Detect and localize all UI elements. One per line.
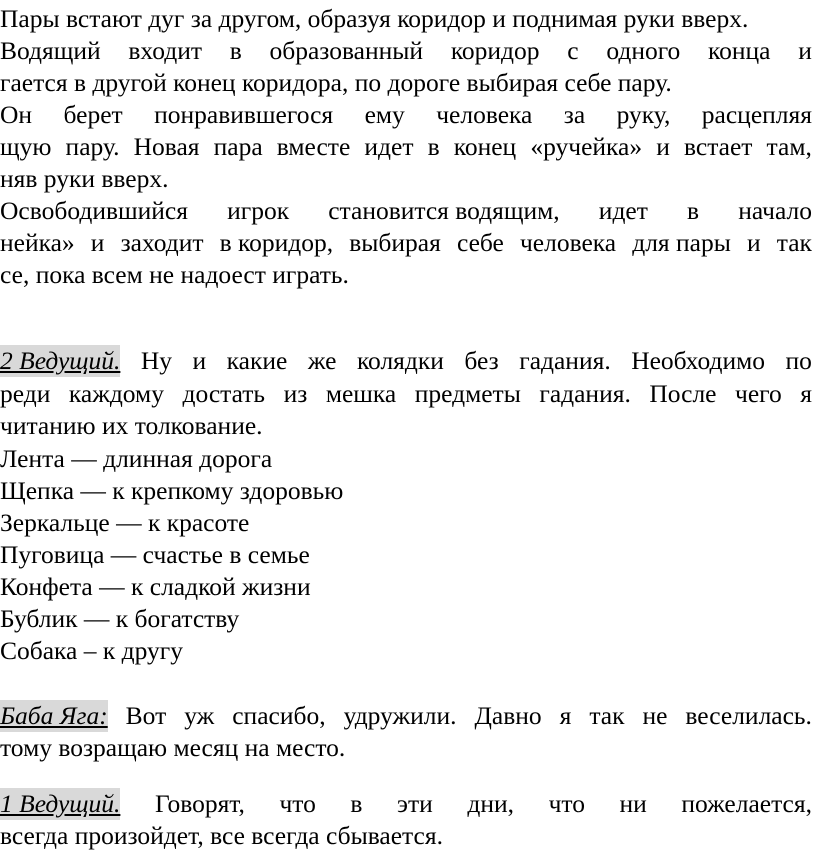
baba-line-2: тому возращаю месяц на место.: [0, 733, 346, 762]
word: гадания.: [519, 346, 611, 375]
divination-item: Зеркальце — к красоте: [0, 508, 250, 537]
divination-item: Конфета — к сладкой жизни: [0, 572, 311, 601]
word: идет: [364, 132, 414, 161]
word: одного: [606, 36, 681, 65]
word: там,: [766, 132, 812, 161]
word: колядки: [356, 346, 444, 375]
word: какие: [226, 346, 288, 375]
divination-item: Бублик — к богатству: [0, 604, 240, 633]
word: Он: [0, 100, 33, 129]
para1-line-2: [0, 35, 812, 67]
lead1-line-2: всегда произойдет, все всегда сбывается.: [0, 821, 443, 850]
word: веселилась.: [685, 701, 812, 730]
para1-line-9: се, пока всем не надоест играть.: [0, 260, 349, 289]
word: конец: [453, 132, 517, 161]
word: удружили.: [343, 701, 457, 730]
word: пара: [213, 132, 263, 161]
word: чего: [735, 379, 782, 408]
word: пожелается,: [681, 789, 812, 818]
word: за: [563, 100, 586, 129]
word: пару.: [65, 132, 120, 161]
word: становится водящим,: [328, 196, 560, 225]
word: уж: [184, 701, 215, 730]
word: Вот: [125, 701, 167, 730]
baba-line-1: [0, 700, 812, 732]
word: и: [747, 228, 761, 257]
word: выбирая: [349, 228, 441, 257]
para1-line-8: [0, 227, 812, 259]
word: каждому: [68, 379, 164, 408]
word: Водящий: [0, 36, 101, 65]
word: из: [283, 379, 308, 408]
word: Необходимо: [631, 346, 765, 375]
word: человека: [436, 100, 533, 129]
word: руку,: [616, 100, 671, 129]
word: и: [798, 36, 812, 65]
word: понравившегося: [154, 100, 334, 129]
divination-item: Щепка — к крепкому здоровью: [0, 476, 344, 505]
word: я: [559, 701, 572, 730]
word: и: [90, 228, 105, 257]
word: с: [567, 36, 579, 65]
word: гадания.: [539, 379, 631, 408]
word: так: [589, 701, 625, 730]
word: дни,: [467, 789, 514, 818]
word: без: [464, 346, 499, 375]
word: человека: [519, 228, 617, 257]
word: щую: [0, 132, 52, 161]
lead2-line-2: [0, 378, 812, 410]
word: в: [687, 196, 700, 225]
word: коридор: [450, 36, 540, 65]
word: вместе: [276, 132, 351, 161]
word: начало: [738, 196, 812, 225]
para1-line-7: [0, 195, 812, 227]
para1-line-1: Пары встают дуг за другом, образуя коридор и поднимая руки вверх.: [0, 4, 749, 33]
word: заходит: [120, 228, 204, 257]
word: нейка»: [0, 228, 75, 257]
para1-line-3: гается в другой конец коридора, по дороге выбирая себе пару.: [0, 68, 672, 97]
lead2-line-1: [0, 345, 812, 377]
word: достать: [182, 379, 266, 408]
para1-line-5: [0, 131, 812, 163]
lead2-line-3: читанию их толкование.: [0, 411, 263, 440]
word: эти: [397, 789, 433, 818]
word: идет: [598, 196, 648, 225]
word: спасибо,: [232, 701, 326, 730]
word: в: [350, 789, 363, 818]
word: в коридор,: [219, 228, 334, 257]
word: в: [427, 132, 440, 161]
word: образованный: [269, 36, 424, 65]
word: себе: [456, 228, 504, 257]
word: что: [548, 789, 585, 818]
divination-item: Лента — длинная дорога: [0, 444, 273, 473]
word: в: [229, 36, 242, 65]
word: Новая: [133, 132, 200, 161]
para1-line-4: [0, 99, 812, 131]
speaker-lead-2: 2 Ведущий.: [0, 346, 121, 375]
word: мешка: [325, 379, 397, 408]
speaker-baba-yaga: Баба Яга:: [0, 701, 108, 730]
word: не: [642, 701, 668, 730]
word: берет: [63, 100, 123, 129]
divination-item: Пуговица — счастье в семье: [0, 540, 310, 569]
word: и: [192, 346, 207, 375]
word: После: [649, 379, 717, 408]
word: «ручейка»: [530, 132, 643, 161]
word: реди: [0, 379, 51, 408]
word: по: [785, 346, 812, 375]
word: конца: [708, 36, 771, 65]
word: ни: [619, 789, 647, 818]
word: же: [307, 346, 337, 375]
word: для пары: [632, 228, 731, 257]
word: ему: [364, 100, 405, 129]
word: что: [279, 789, 316, 818]
word: Освободившийся: [0, 196, 188, 225]
lead1-line-1: [0, 788, 812, 820]
word: так: [776, 228, 812, 257]
word: входит: [128, 36, 202, 65]
word: встает: [683, 132, 753, 161]
word: расцепляя: [701, 100, 812, 129]
word: и: [656, 132, 670, 161]
para1-line-6: няв руки вверх.: [0, 164, 169, 193]
speaker-lead-1: 1 Ведущий.: [0, 789, 121, 818]
word: я: [800, 379, 812, 408]
word: предметы: [414, 379, 521, 408]
word: игрок: [227, 196, 290, 225]
divination-item: Собака – к другу: [0, 636, 183, 665]
word: Давно: [474, 701, 542, 730]
word: Ну: [140, 346, 173, 375]
word: Говорят,: [154, 789, 245, 818]
